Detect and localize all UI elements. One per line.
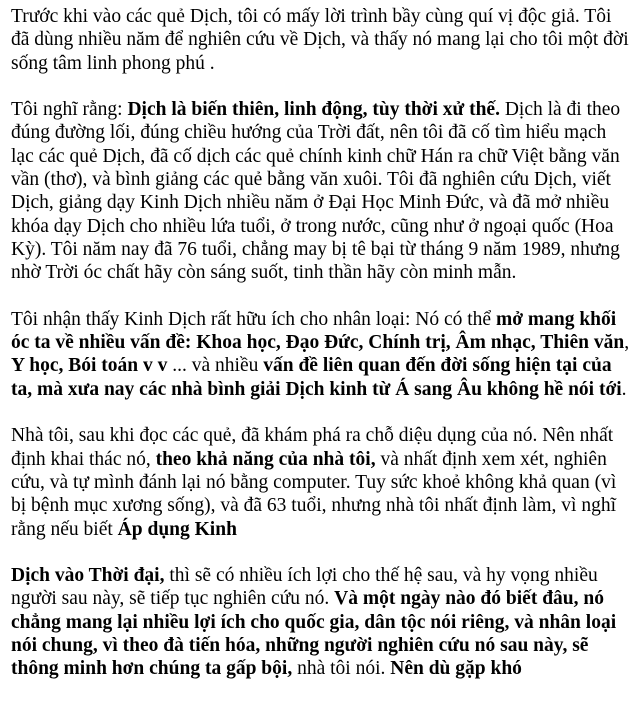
- paragraph-usefulness: [11, 308, 633, 401]
- text-run: thì sẽ có nhiều ích lợi cho thế hệ sau, và hy vọng nhiều người sau này, sẽ tiếp tục nghiên cứu nó.: [11, 565, 598, 610]
- paragraph-dich-philosophy: [11, 98, 633, 284]
- bold-text-run: Dịch là biến thiên, linh động, tùy thời xử thế.: [127, 99, 500, 121]
- text-run: ,: [624, 332, 630, 354]
- text-run: ... và nhiều: [167, 355, 264, 377]
- text-run: .: [621, 378, 627, 400]
- text-run: Dịch là đi theo đúng đường lối, đúng chiều hướng của Trời đất, nên tôi đã cố tìm hiểu mạch lạc các quẻ Dịch, đã cố dịch các quẻ chính kinh chữ Hán ra chữ Việt bằng văn vần (thơ), và bình giảng các quẻ bằng văn xuôi. Tôi đã nghiên cứu Dịch, viết Dịch, giảng dạy Kinh Dịch nhiều năm ở Đại Học Minh Đức, và đã mở nhiều khóa dạy Dịch cho nhiều lứa tuổi, ở trong nước, cũng như ở ngoại quốc (Hoa Kỳ). Tôi năm nay đã 76 tuổi, chẳng may bị tê bại từ tháng 9 năm 1989, nhưng nhờ Trời óc chất hãy còn sáng suốt, tinh thần hãy còn minh mẫn.: [11, 99, 621, 284]
- bold-text-run: Áp dụng Kinh: [117, 518, 237, 540]
- document-page: [11, 5, 633, 681]
- bold-text-run: vấn đề liên quan đến đời sống hiện tại của ta, mà xưa nay các nhà bình giải Dịch kinh từ Á sang Âu không hề nói tới: [11, 355, 622, 400]
- paragraph-introduction: [11, 5, 633, 75]
- bold-text-run: Dịch vào Thời đại,: [11, 565, 165, 587]
- bold-text-run: Nên dù gặp khó: [390, 658, 522, 680]
- text-run: Nhà tôi, sau khi đọc các quẻ, đã khám phá ra chỗ diệu dụng của nó. Nên nhất định khai thác nó,: [11, 425, 614, 470]
- bold-text-run: Và một ngày nào đó biết đâu, nó chẳng mang lại nhiều lợi ích cho quốc gia, dân tộc nói riêng, và nhân loại nói chung, vì theo đà tiến hóa, những người nghiên cứu nó sau này, sẽ thông minh hơn chúng ta gấp bội,: [11, 588, 617, 680]
- bold-text-run: theo khả năng của nhà tôi,: [155, 448, 376, 470]
- text-run: Trước khi vào các quẻ Dịch, tôi có mấy lời trình bầy cùng quí vị độc giả. Tôi đã dùng nhiều năm để nghiên cứu về Dịch, và thấy nó mang lại cho tôi một đời sống tâm linh phong phú .: [11, 6, 629, 74]
- bold-text-run: mở mang khối óc ta về nhiều vấn đề: Khoa học, Đạo Đức, Chính trị, Âm nhạc, Thiên văn: [11, 308, 625, 354]
- text-run: Tôi nhận thấy Kinh Dịch rất hữu ích cho nhân loại: Nó có thể: [11, 308, 496, 330]
- text-run: Tôi nghĩ rằng:: [11, 99, 128, 121]
- paragraph-wife-research: [11, 424, 633, 540]
- paragraph-application: [11, 564, 633, 680]
- text-run: nhà tôi nói.: [292, 658, 391, 680]
- text-run: và nhất định xem xét, nghiên cứu, và tự mình đánh lại nó bằng computer. Tuy sức khoẻ không khả quan (vì bị bệnh mục xương sống), và đã 63 tuổi, nhưng nhà tôi nhất định làm, vì nghĩ rằng nếu biết: [11, 448, 617, 540]
- bold-text-run: Y học, Bói toán v v: [11, 355, 168, 377]
